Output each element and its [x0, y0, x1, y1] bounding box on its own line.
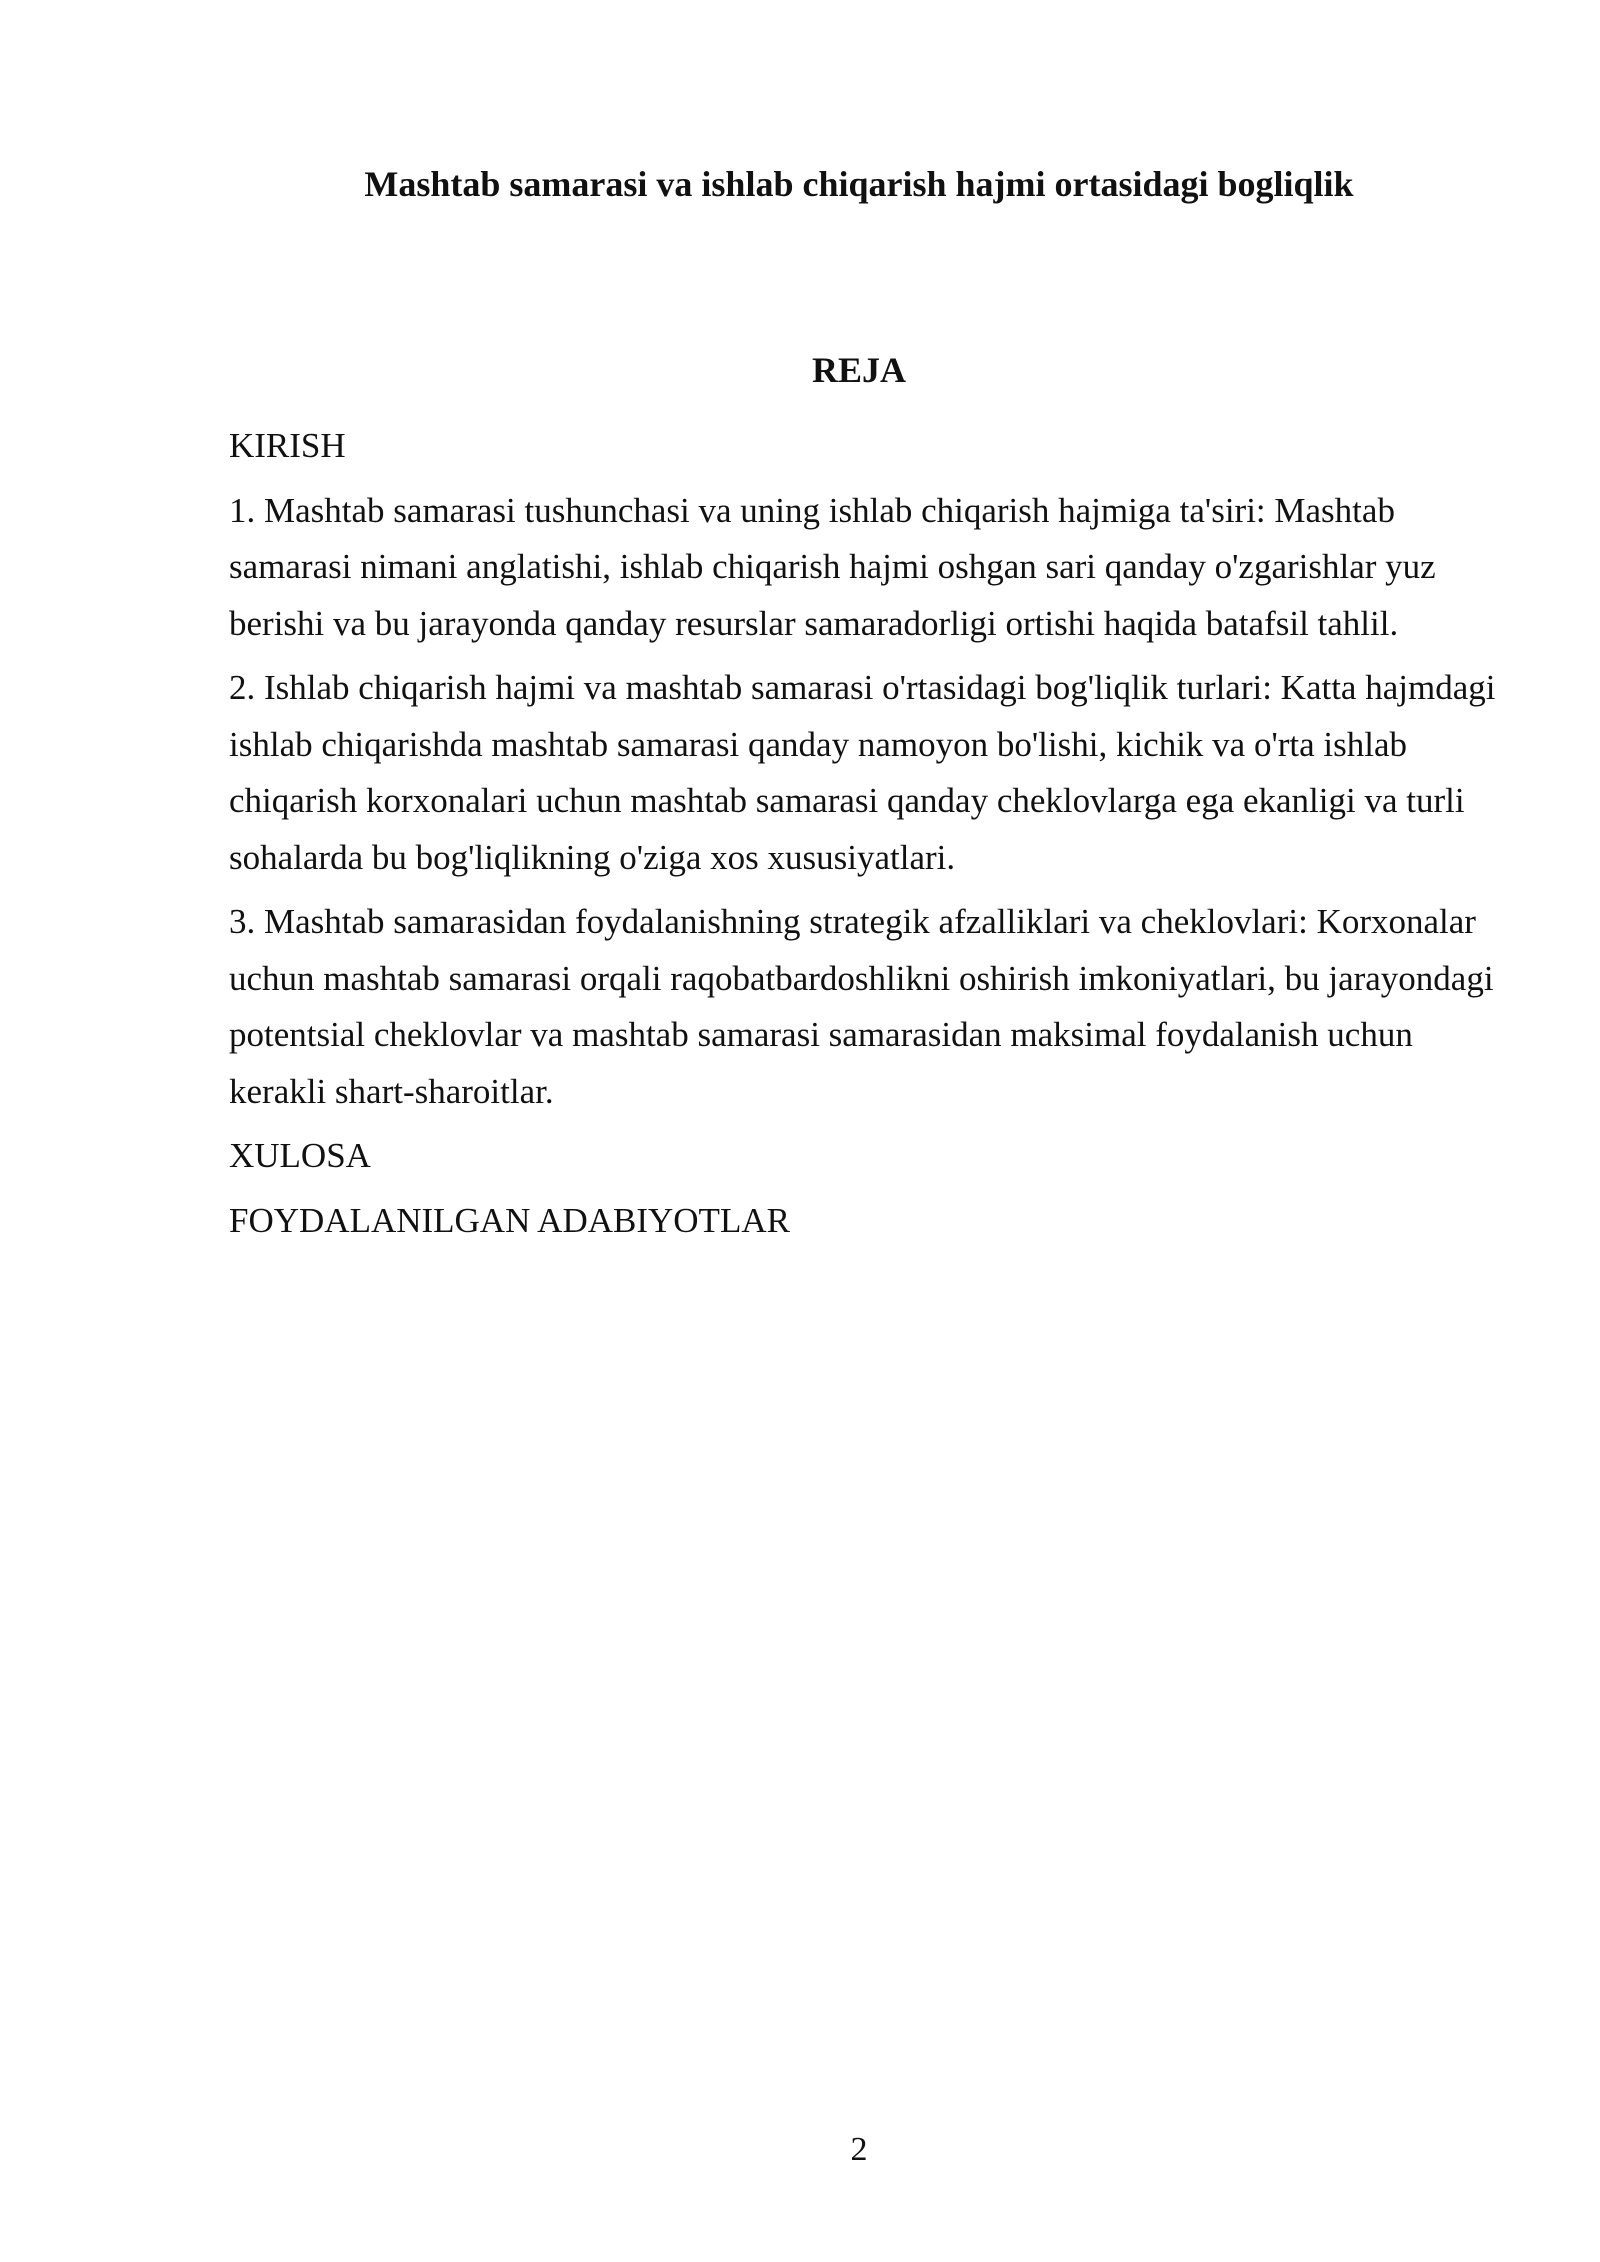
section-intro: KIRISH [229, 426, 346, 465]
section-item-1: 1. Mashtab samarasi tushunchasi va uning ishlab chiqarish hajmiga ta'siri: Mashtab samarasi nimani anglatishi, ishlab chiqarish hajmi oshgan sari qanday o'zgarishlar yuz berishi va bu jarayonda qanday resurslar samaradorligi ortishi haqida batafsil tahlil. [229, 490, 1436, 643]
section-item-2: 2. Ishlab chiqarish hajmi va mashtab samarasi o'rtasidagi bog'liqlik turlari: Katta hajmdagi ishlab chiqarishda mashtab samarasi qanday namoyon bo'lishi, kichik va o'rta ishlab chiqarish korxonalari uchun mashtab samarasi qanday cheklovlarga ega ekanligi va turli sohalarda bu bog'liqlikning o'ziga xos xususiyatlari. [229, 668, 1496, 877]
plan-heading: REJA [811, 350, 906, 390]
section-references: FOYDALANILGAN ADABIYOTLAR [229, 1200, 790, 1240]
document-title: Mashtab samarasi va ishlab chiqarish hajmi ortasidagi bogliqlik [364, 164, 1354, 204]
plan-contents [229, 418, 1499, 1257]
page-number: 2 [850, 2131, 868, 2168]
section-conclusion: XULOSA [229, 1136, 371, 1175]
section-item-3: 3. Mashtab samarasidan foydalanishning strategik afzalliklari va cheklovlari: Korxonalar uchun mashtab samarasi orqali raqobatbardoshlikni oshirish imkoniyatlari, bu jarayondagi potentsial cheklovlar va mashtab samarasi samarasidan maksimal foydalanish uchun kerakli shart-sharoitlar. [229, 902, 1494, 1111]
